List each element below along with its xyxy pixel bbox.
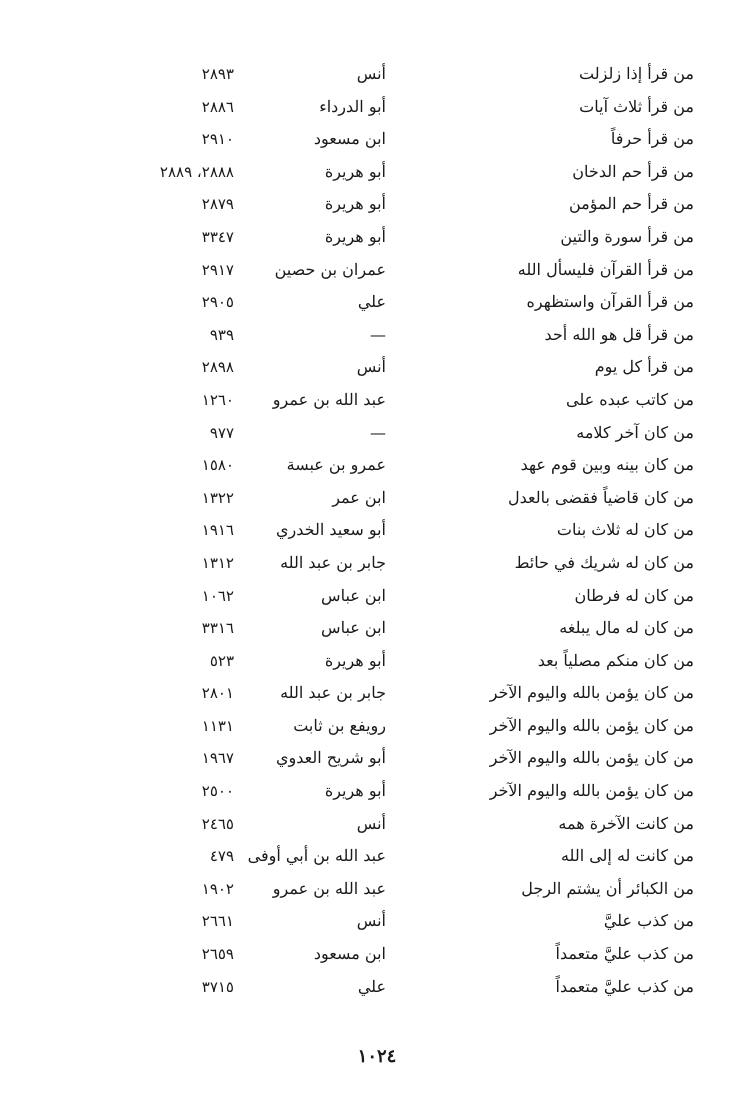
index-row bbox=[0, 714, 754, 747]
hadith-opening-text: من كان قاضياً فقضى بالعدل bbox=[507, 487, 694, 507]
index-row bbox=[0, 877, 754, 910]
index-row bbox=[0, 975, 754, 1008]
hadith-opening-text: من كان منكم مصلياً بعد bbox=[537, 650, 694, 670]
narrator-name: أبو هريرة bbox=[324, 226, 386, 246]
hadith-opening-text: من قرأ سورة والتين bbox=[560, 226, 694, 246]
hadith-number: ٢٩١٧ bbox=[201, 260, 234, 279]
hadith-opening-text: من كان له شريك في حائط bbox=[514, 552, 694, 572]
hadith-number: ٢٥٠٠ bbox=[201, 782, 234, 801]
hadith-opening-text: من كان يؤمن بالله واليوم الآخر bbox=[489, 715, 694, 735]
narrator-name: عبد الله بن عمرو bbox=[272, 878, 386, 898]
hadith-number: ٢٦٥٩ bbox=[201, 945, 234, 964]
narrator-name: أبو هريرة bbox=[324, 650, 386, 670]
hadith-opening-text: من الكبائر أن يشتم الرجل bbox=[521, 878, 694, 898]
hadith-number: ٢٨٨٦ bbox=[201, 97, 234, 116]
hadith-number: ٢٨٩٨ bbox=[201, 358, 234, 377]
index-row bbox=[0, 388, 754, 421]
narrator-name: — bbox=[370, 422, 386, 442]
hadith-opening-text: من قرأ ثلاث آيات bbox=[579, 96, 694, 116]
hadith-number: ٣٣١٦ bbox=[201, 619, 234, 638]
hadith-opening-text: من قرأ قل هو الله أحد bbox=[544, 324, 694, 344]
index-row bbox=[0, 192, 754, 225]
index-row bbox=[0, 160, 754, 193]
hadith-opening-text: من قرأ حم المؤمن bbox=[568, 194, 694, 214]
hadith-opening-text: من كان له ثلاث بنات bbox=[556, 520, 694, 540]
index-row bbox=[0, 584, 754, 617]
index-row bbox=[0, 649, 754, 682]
narrator-name: رويفع بن ثابت bbox=[293, 715, 386, 735]
hadith-opening-text: من كذب عليَّ متعمداً bbox=[555, 976, 694, 996]
hadith-opening-text: من كانت الآخرة همه bbox=[558, 813, 694, 833]
index-row bbox=[0, 95, 754, 128]
narrator-name: أنس bbox=[356, 911, 386, 931]
index-row bbox=[0, 355, 754, 388]
index-row bbox=[0, 62, 754, 95]
narrator-name: ابن مسعود bbox=[313, 129, 386, 149]
hadith-number: ١٩٠٢ bbox=[201, 879, 234, 898]
narrator-name: أنس bbox=[356, 813, 386, 833]
narrator-name: ابن مسعود bbox=[313, 944, 386, 964]
hadith-number: ١٠٦٢ bbox=[201, 586, 234, 605]
narrator-name: جابر بن عبد الله bbox=[280, 683, 386, 703]
narrator-name: عبد الله بن عمرو bbox=[272, 389, 386, 409]
hadith-number: ٣٣٤٧ bbox=[201, 227, 234, 246]
hadith-number: ١٩١٦ bbox=[201, 521, 234, 540]
narrator-name: أبو شريح العدوي bbox=[275, 748, 386, 768]
index-table bbox=[0, 62, 754, 1007]
narrator-name: علي bbox=[357, 976, 386, 996]
index-row bbox=[0, 812, 754, 845]
hadith-opening-text: من كان له مال يبلغه bbox=[559, 618, 694, 638]
narrator-name: عمرو بن عبسة bbox=[286, 455, 386, 475]
index-row bbox=[0, 258, 754, 291]
index-row bbox=[0, 486, 754, 519]
hadith-opening-text: من كانت له إلى الله bbox=[560, 846, 694, 866]
narrator-name: أبو هريرة bbox=[324, 161, 386, 181]
narrator-name: ابن عباس bbox=[321, 585, 386, 605]
hadith-opening-text: من كان يؤمن بالله واليوم الآخر bbox=[489, 781, 694, 801]
page-number: ١٠٢٤ bbox=[357, 1046, 397, 1067]
hadith-opening-text: من قرأ كل يوم bbox=[594, 357, 694, 377]
hadith-opening-text: من قرأ إذا زلزلت bbox=[579, 64, 694, 83]
narrator-name: أبو هريرة bbox=[324, 781, 386, 801]
hadith-number: ١٩٦٧ bbox=[201, 749, 234, 768]
narrator-name: جابر بن عبد الله bbox=[280, 552, 386, 572]
hadith-opening-text: من كذب عليَّ bbox=[603, 911, 694, 931]
hadith-opening-text: من قرأ القرآن واستظهره bbox=[526, 292, 694, 312]
hadith-opening-text: من قرأ حم الدخان bbox=[572, 161, 694, 181]
narrator-name: عبد الله بن أبي أوفى bbox=[247, 846, 386, 866]
hadith-number: ١٥٨٠ bbox=[201, 456, 234, 475]
hadith-number: ٢٨٠١ bbox=[201, 684, 234, 703]
hadith-opening-text: من كان آخر كلامه bbox=[576, 422, 694, 442]
index-row bbox=[0, 127, 754, 160]
hadith-number: ٢٩٠٥ bbox=[201, 293, 234, 312]
index-row bbox=[0, 551, 754, 584]
hadith-opening-text: من قرأ حرفاً bbox=[610, 129, 694, 149]
hadith-opening-text: من كان يؤمن بالله واليوم الآخر bbox=[489, 683, 694, 703]
hadith-number: ٤٧٩ bbox=[209, 847, 234, 866]
hadith-number: ٩٧٧ bbox=[209, 423, 234, 442]
index-row bbox=[0, 290, 754, 323]
hadith-number: ٥٢٣ bbox=[209, 651, 234, 670]
index-row bbox=[0, 225, 754, 258]
index-row bbox=[0, 453, 754, 486]
hadith-number: ١٣٢٢ bbox=[201, 488, 234, 507]
narrator-name: علي bbox=[357, 292, 386, 312]
narrator-name: أبو الدرداء bbox=[319, 96, 386, 116]
narrator-name: — bbox=[370, 324, 386, 344]
hadith-number: ٢٤٦٥ bbox=[201, 814, 234, 833]
hadith-opening-text: من كان بينه وبين قوم عهد bbox=[520, 455, 694, 475]
narrator-name: أنس bbox=[356, 64, 386, 83]
hadith-number: ٣٧١٥ bbox=[201, 977, 234, 996]
hadith-opening-text: من كاتب عبده على bbox=[566, 389, 694, 409]
index-row bbox=[0, 681, 754, 714]
hadith-number: ١١٣١ bbox=[201, 716, 234, 735]
index-row bbox=[0, 746, 754, 779]
narrator-name: أبو هريرة bbox=[324, 194, 386, 214]
index-row bbox=[0, 616, 754, 649]
hadith-number: ٢٨٨٨، ٢٨٨٩ bbox=[159, 162, 234, 181]
hadith-opening-text: من كان يؤمن بالله واليوم الآخر bbox=[489, 748, 694, 768]
index-row bbox=[0, 518, 754, 551]
index-row bbox=[0, 323, 754, 356]
hadith-number: ٢٩١٠ bbox=[201, 130, 234, 149]
narrator-name: أنس bbox=[356, 357, 386, 377]
index-row bbox=[0, 844, 754, 877]
hadith-number: ١٢٦٠ bbox=[201, 390, 234, 409]
index-row bbox=[0, 779, 754, 812]
hadith-number: ٢٦٦١ bbox=[201, 912, 234, 931]
hadith-number: ٢٨٩٣ bbox=[201, 65, 234, 83]
narrator-name: ابن عباس bbox=[321, 618, 386, 638]
narrator-name: عمران بن حصين bbox=[274, 259, 386, 279]
hadith-number: ٩٣٩ bbox=[209, 325, 234, 344]
narrator-name: أبو سعيد الخدري bbox=[276, 520, 386, 540]
hadith-number: ١٣١٢ bbox=[201, 553, 234, 572]
narrator-name: ابن عمر bbox=[332, 487, 386, 507]
index-row bbox=[0, 942, 754, 975]
hadith-opening-text: من قرأ القرآن فليسأل الله bbox=[517, 259, 694, 279]
index-row bbox=[0, 421, 754, 454]
hadith-opening-text: من كان له فرطان bbox=[574, 585, 694, 605]
index-row bbox=[0, 909, 754, 942]
hadith-number: ٢٨٧٩ bbox=[201, 195, 234, 214]
hadith-opening-text: من كذب عليَّ متعمداً bbox=[555, 944, 694, 964]
